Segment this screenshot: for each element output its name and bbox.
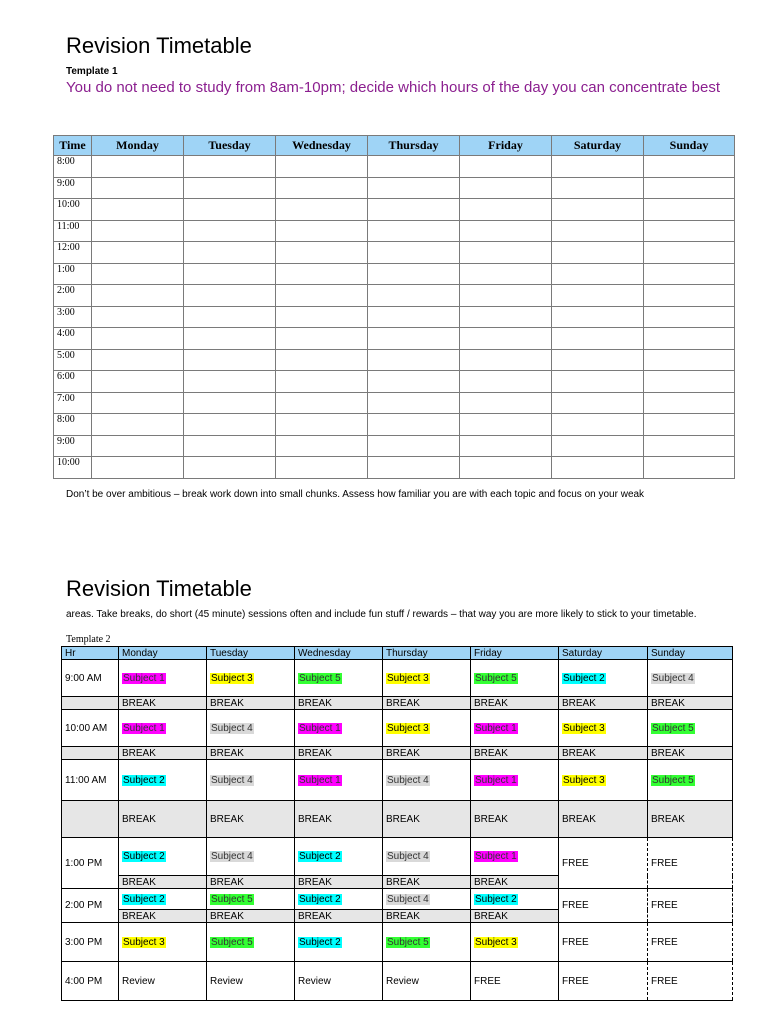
subject-highlight: Subject 2: [123, 774, 165, 786]
empty-slot-cell: [368, 414, 460, 436]
empty-slot-cell: [552, 371, 644, 393]
column-header: Sunday: [644, 136, 735, 156]
break-cell: BREAK: [559, 801, 648, 838]
time-cell: 4:00: [54, 328, 92, 350]
empty-slot-cell: [368, 263, 460, 285]
empty-slot-cell: [368, 220, 460, 242]
empty-slot-cell: [92, 242, 184, 264]
table-row: [62, 801, 733, 838]
break-cell: BREAK: [648, 697, 733, 710]
time-cell: 10:00: [54, 457, 92, 479]
time-cell: 4:00 PM: [62, 962, 119, 1001]
study-hours-note: You do not need to study from 8am-10pm; decide which hours of the day you can concentrate best: [66, 79, 721, 96]
empty-slot-cell: [184, 435, 276, 457]
empty-slot-cell: [184, 349, 276, 371]
empty-slot-cell: [644, 328, 735, 350]
break-cell: BREAK: [383, 697, 471, 710]
empty-slot-cell: [460, 199, 552, 221]
subject-cell: [295, 660, 383, 697]
subject-cell: [119, 760, 207, 801]
table-row: [62, 747, 733, 760]
empty-slot-cell: [92, 263, 184, 285]
empty-slot-cell: [552, 220, 644, 242]
subject-cell: [207, 760, 295, 801]
break-cell: BREAK: [471, 910, 559, 923]
review-cell: Review: [119, 962, 207, 1001]
time-cell: 10:00: [54, 199, 92, 221]
empty-slot-cell: [184, 306, 276, 328]
table-row: [62, 660, 733, 697]
subject-highlight: Subject 3: [563, 722, 605, 734]
break-cell: BREAK: [295, 697, 383, 710]
empty-slot-cell: [552, 263, 644, 285]
second-page-title: Revision Timetable: [66, 576, 252, 601]
subject-highlight: Subject 4: [211, 722, 253, 734]
break-cell: BREAK: [648, 747, 733, 760]
timetable-template-2: [61, 646, 733, 1001]
break-cell: BREAK: [559, 747, 648, 760]
table-row: [54, 306, 735, 328]
subject-cell: [383, 660, 471, 697]
free-cell: FREE: [648, 838, 733, 889]
empty-slot-cell: [368, 435, 460, 457]
empty-slot-cell: [276, 285, 368, 307]
subject-highlight: Subject 3: [211, 672, 253, 684]
empty-slot-cell: [276, 177, 368, 199]
empty-slot-cell: [368, 392, 460, 414]
subject-cell: [295, 889, 383, 910]
time-cell: 8:00: [54, 414, 92, 436]
subject-highlight: Subject 2: [299, 893, 341, 905]
subject-cell: [559, 760, 648, 801]
empty-slot-cell: [276, 457, 368, 479]
subject-highlight: Subject 2: [123, 893, 165, 905]
break-cell: BREAK: [383, 910, 471, 923]
subject-cell: [648, 660, 733, 697]
column-header: Wednesday: [276, 136, 368, 156]
column-header: Sunday: [648, 647, 733, 660]
empty-slot-cell: [460, 457, 552, 479]
empty-slot-cell: [552, 199, 644, 221]
empty-slot-cell: [644, 263, 735, 285]
empty-slot-cell: [460, 371, 552, 393]
subject-highlight: Subject 2: [299, 851, 341, 862]
subject-highlight: Subject 3: [123, 936, 165, 948]
empty-slot-cell: [368, 177, 460, 199]
empty-slot-cell: [552, 285, 644, 307]
time-cell: [62, 747, 119, 760]
empty-slot-cell: [184, 392, 276, 414]
empty-slot-cell: [92, 349, 184, 371]
empty-slot-cell: [276, 156, 368, 178]
empty-slot-cell: [92, 457, 184, 479]
empty-slot-cell: [552, 242, 644, 264]
free-cell: FREE: [559, 838, 648, 889]
empty-slot-cell: [92, 392, 184, 414]
table-row: [54, 328, 735, 350]
table-row: [54, 263, 735, 285]
break-cell: BREAK: [471, 697, 559, 710]
empty-slot-cell: [368, 328, 460, 350]
empty-slot-cell: [644, 392, 735, 414]
table-row: [62, 838, 733, 876]
break-cell: BREAK: [119, 876, 207, 889]
empty-slot-cell: [644, 285, 735, 307]
empty-slot-cell: [276, 306, 368, 328]
empty-slot-cell: [460, 242, 552, 264]
time-cell: 3:00: [54, 306, 92, 328]
subject-highlight: Subject 1: [475, 851, 517, 862]
free-cell: FREE: [648, 962, 733, 1001]
free-cell: FREE: [559, 889, 648, 923]
column-header: Time: [54, 136, 92, 156]
table-row: [54, 177, 735, 199]
column-header: Wednesday: [295, 647, 383, 660]
table-row: [54, 457, 735, 479]
subject-highlight: Subject 3: [387, 722, 429, 734]
empty-slot-cell: [276, 263, 368, 285]
empty-slot-cell: [92, 328, 184, 350]
subject-cell: [648, 760, 733, 801]
subject-highlight: Subject 4: [652, 672, 694, 684]
subject-highlight: Subject 4: [387, 774, 429, 786]
table-row: [54, 435, 735, 457]
column-header: Thursday: [368, 136, 460, 156]
subject-cell: [295, 710, 383, 747]
time-cell: [62, 697, 119, 710]
time-cell: 12:00: [54, 242, 92, 264]
page-title: Revision Timetable: [66, 33, 252, 58]
empty-slot-cell: [184, 371, 276, 393]
break-cell: BREAK: [119, 747, 207, 760]
time-cell: 11:00: [54, 220, 92, 242]
column-header: Saturday: [552, 136, 644, 156]
subject-highlight: Subject 3: [387, 672, 429, 684]
subject-cell: [471, 923, 559, 962]
empty-slot-cell: [276, 371, 368, 393]
column-header: Thursday: [383, 647, 471, 660]
empty-slot-cell: [368, 306, 460, 328]
empty-slot-cell: [552, 177, 644, 199]
empty-slot-cell: [460, 177, 552, 199]
table-row: [54, 392, 735, 414]
empty-slot-cell: [184, 328, 276, 350]
time-cell: 1:00: [54, 263, 92, 285]
empty-slot-cell: [276, 435, 368, 457]
subject-highlight: Subject 1: [475, 774, 517, 786]
subject-highlight: Subject 2: [475, 893, 517, 905]
table-row: [62, 889, 733, 910]
break-cell: BREAK: [559, 697, 648, 710]
empty-slot-cell: [552, 414, 644, 436]
subject-highlight: Subject 1: [123, 722, 165, 734]
subject-cell: [295, 923, 383, 962]
time-cell: 9:00: [54, 177, 92, 199]
empty-slot-cell: [184, 220, 276, 242]
empty-slot-cell: [92, 285, 184, 307]
empty-slot-cell: [460, 414, 552, 436]
empty-slot-cell: [552, 457, 644, 479]
empty-slot-cell: [460, 156, 552, 178]
empty-slot-cell: [644, 457, 735, 479]
subject-cell: [295, 838, 383, 876]
time-cell: [62, 801, 119, 838]
empty-slot-cell: [368, 242, 460, 264]
time-cell: 10:00 AM: [62, 710, 119, 747]
column-header: Monday: [119, 647, 207, 660]
empty-slot-cell: [276, 242, 368, 264]
time-cell: 6:00: [54, 371, 92, 393]
subject-cell: [207, 660, 295, 697]
subject-cell: [471, 710, 559, 747]
subject-cell: [383, 889, 471, 910]
column-header: Friday: [460, 136, 552, 156]
time-cell: 1:00 PM: [62, 838, 119, 889]
table-header-row: [54, 136, 735, 156]
table-row: [62, 710, 733, 747]
subject-highlight: Subject 2: [299, 936, 341, 948]
subject-highlight: Subject 2: [123, 851, 165, 862]
subject-cell: [559, 710, 648, 747]
subject-highlight: Subject 5: [652, 774, 694, 786]
column-header: Tuesday: [184, 136, 276, 156]
empty-slot-cell: [552, 328, 644, 350]
empty-slot-cell: [276, 349, 368, 371]
empty-slot-cell: [460, 285, 552, 307]
subject-cell: [207, 889, 295, 910]
free-cell: FREE: [559, 962, 648, 1001]
subject-cell: [471, 660, 559, 697]
empty-slot-cell: [184, 414, 276, 436]
table-row: [54, 285, 735, 307]
subject-highlight: Subject 5: [475, 672, 517, 684]
empty-slot-cell: [460, 220, 552, 242]
empty-slot-cell: [460, 328, 552, 350]
empty-slot-cell: [460, 392, 552, 414]
empty-slot-cell: [184, 457, 276, 479]
subject-highlight: Subject 2: [563, 672, 605, 684]
empty-slot-cell: [644, 371, 735, 393]
subject-cell: [471, 760, 559, 801]
break-cell: BREAK: [471, 747, 559, 760]
time-cell: 2:00 PM: [62, 889, 119, 923]
review-cell: FREE: [471, 962, 559, 1001]
subject-highlight: Subject 4: [211, 774, 253, 786]
subject-cell: [471, 838, 559, 876]
empty-slot-cell: [368, 371, 460, 393]
advice-note: Don’t be over ambitious – break work down into small chunks. Assess how familiar you are with each topic and focus on your weak: [66, 489, 645, 500]
empty-slot-cell: [184, 242, 276, 264]
table-row: [54, 242, 735, 264]
subject-cell: [648, 710, 733, 747]
empty-slot-cell: [92, 306, 184, 328]
subject-cell: [119, 889, 207, 910]
subject-highlight: Subject 5: [652, 722, 694, 734]
subject-highlight: Subject 5: [299, 672, 341, 684]
break-cell: BREAK: [207, 747, 295, 760]
subject-highlight: Subject 1: [475, 722, 517, 734]
empty-slot-cell: [184, 156, 276, 178]
subject-highlight: Subject 4: [211, 851, 253, 862]
subject-cell: [119, 710, 207, 747]
empty-slot-cell: [368, 349, 460, 371]
break-cell: BREAK: [207, 910, 295, 923]
empty-slot-cell: [644, 349, 735, 371]
subject-cell: [207, 923, 295, 962]
empty-slot-cell: [460, 435, 552, 457]
column-header: Monday: [92, 136, 184, 156]
subject-cell: [383, 838, 471, 876]
empty-slot-cell: [276, 220, 368, 242]
review-cell: Review: [383, 962, 471, 1001]
empty-slot-cell: [552, 306, 644, 328]
subject-highlight: Subject 5: [387, 936, 429, 948]
timetable-template-1: [53, 135, 735, 479]
break-cell: BREAK: [119, 801, 207, 838]
time-cell: 11:00 AM: [62, 760, 119, 801]
free-cell: FREE: [648, 923, 733, 962]
empty-slot-cell: [184, 263, 276, 285]
empty-slot-cell: [368, 457, 460, 479]
time-cell: 2:00: [54, 285, 92, 307]
empty-slot-cell: [552, 392, 644, 414]
empty-slot-cell: [460, 263, 552, 285]
empty-slot-cell: [644, 414, 735, 436]
advice-continued: areas. Take breaks, do short (45 minute) sessions often and include fun stuff / rewards – that way you are more likely to stick to your timetable.: [66, 609, 697, 620]
empty-slot-cell: [460, 306, 552, 328]
column-header: Tuesday: [207, 647, 295, 660]
column-header: Saturday: [559, 647, 648, 660]
table-row: [54, 349, 735, 371]
empty-slot-cell: [92, 371, 184, 393]
empty-slot-cell: [460, 349, 552, 371]
time-cell: 7:00: [54, 392, 92, 414]
break-cell: BREAK: [119, 910, 207, 923]
break-cell: BREAK: [207, 801, 295, 838]
empty-slot-cell: [276, 392, 368, 414]
review-cell: Review: [207, 962, 295, 1001]
table-row: [54, 371, 735, 393]
empty-slot-cell: [644, 199, 735, 221]
table-header-row: [62, 647, 733, 660]
column-header: Hr: [62, 647, 119, 660]
break-cell: BREAK: [295, 747, 383, 760]
subject-cell: [383, 760, 471, 801]
time-cell: 9:00 AM: [62, 660, 119, 697]
empty-slot-cell: [644, 306, 735, 328]
break-cell: BREAK: [383, 801, 471, 838]
review-cell: Review: [295, 962, 383, 1001]
subject-cell: [471, 889, 559, 910]
subject-cell: [119, 660, 207, 697]
free-cell: FREE: [559, 923, 648, 962]
empty-slot-cell: [368, 156, 460, 178]
break-cell: BREAK: [207, 876, 295, 889]
empty-slot-cell: [184, 285, 276, 307]
empty-slot-cell: [276, 199, 368, 221]
empty-slot-cell: [184, 199, 276, 221]
empty-slot-cell: [92, 177, 184, 199]
template-2-label: Template 2: [66, 634, 111, 645]
column-header: Friday: [471, 647, 559, 660]
empty-slot-cell: [184, 177, 276, 199]
empty-slot-cell: [92, 220, 184, 242]
break-cell: BREAK: [295, 801, 383, 838]
subject-highlight: Subject 4: [387, 893, 429, 905]
subject-highlight: Subject 4: [387, 851, 429, 862]
empty-slot-cell: [276, 414, 368, 436]
break-cell: BREAK: [119, 697, 207, 710]
empty-slot-cell: [552, 349, 644, 371]
table-row: [62, 697, 733, 710]
break-cell: BREAK: [471, 876, 559, 889]
time-cell: 5:00: [54, 349, 92, 371]
empty-slot-cell: [92, 435, 184, 457]
empty-slot-cell: [368, 285, 460, 307]
table-row: [62, 962, 733, 1001]
break-cell: BREAK: [207, 697, 295, 710]
break-cell: BREAK: [295, 876, 383, 889]
subject-cell: [383, 710, 471, 747]
empty-slot-cell: [368, 199, 460, 221]
time-cell: 9:00: [54, 435, 92, 457]
empty-slot-cell: [92, 414, 184, 436]
subject-cell: [119, 838, 207, 876]
table-row: [54, 414, 735, 436]
empty-slot-cell: [644, 177, 735, 199]
subject-highlight: Subject 1: [299, 774, 341, 786]
empty-slot-cell: [92, 199, 184, 221]
break-cell: BREAK: [383, 747, 471, 760]
free-cell: FREE: [648, 889, 733, 923]
subject-cell: [207, 838, 295, 876]
break-cell: BREAK: [648, 801, 733, 838]
subject-highlight: Subject 1: [299, 722, 341, 734]
empty-slot-cell: [552, 435, 644, 457]
break-cell: BREAK: [295, 910, 383, 923]
subject-highlight: Subject 5: [211, 936, 253, 948]
table-row: [54, 199, 735, 221]
subject-highlight: Subject 3: [563, 774, 605, 786]
empty-slot-cell: [644, 435, 735, 457]
subject-cell: [383, 923, 471, 962]
subject-cell: [119, 923, 207, 962]
empty-slot-cell: [644, 156, 735, 178]
table-row: [54, 220, 735, 242]
template-1-label: Template 1: [66, 66, 118, 77]
subject-cell: [559, 660, 648, 697]
empty-slot-cell: [644, 242, 735, 264]
break-cell: BREAK: [471, 801, 559, 838]
empty-slot-cell: [276, 328, 368, 350]
subject-cell: [207, 710, 295, 747]
time-cell: 8:00: [54, 156, 92, 178]
table-row: [54, 156, 735, 178]
subject-highlight: Subject 3: [475, 936, 517, 948]
subject-highlight: Subject 5: [211, 893, 253, 905]
empty-slot-cell: [644, 220, 735, 242]
table-row: [62, 923, 733, 962]
empty-slot-cell: [92, 156, 184, 178]
subject-cell: [295, 760, 383, 801]
time-cell: 3:00 PM: [62, 923, 119, 962]
subject-highlight: Subject 1: [123, 672, 165, 684]
table-row: [62, 760, 733, 801]
break-cell: BREAK: [383, 876, 471, 889]
empty-slot-cell: [552, 156, 644, 178]
